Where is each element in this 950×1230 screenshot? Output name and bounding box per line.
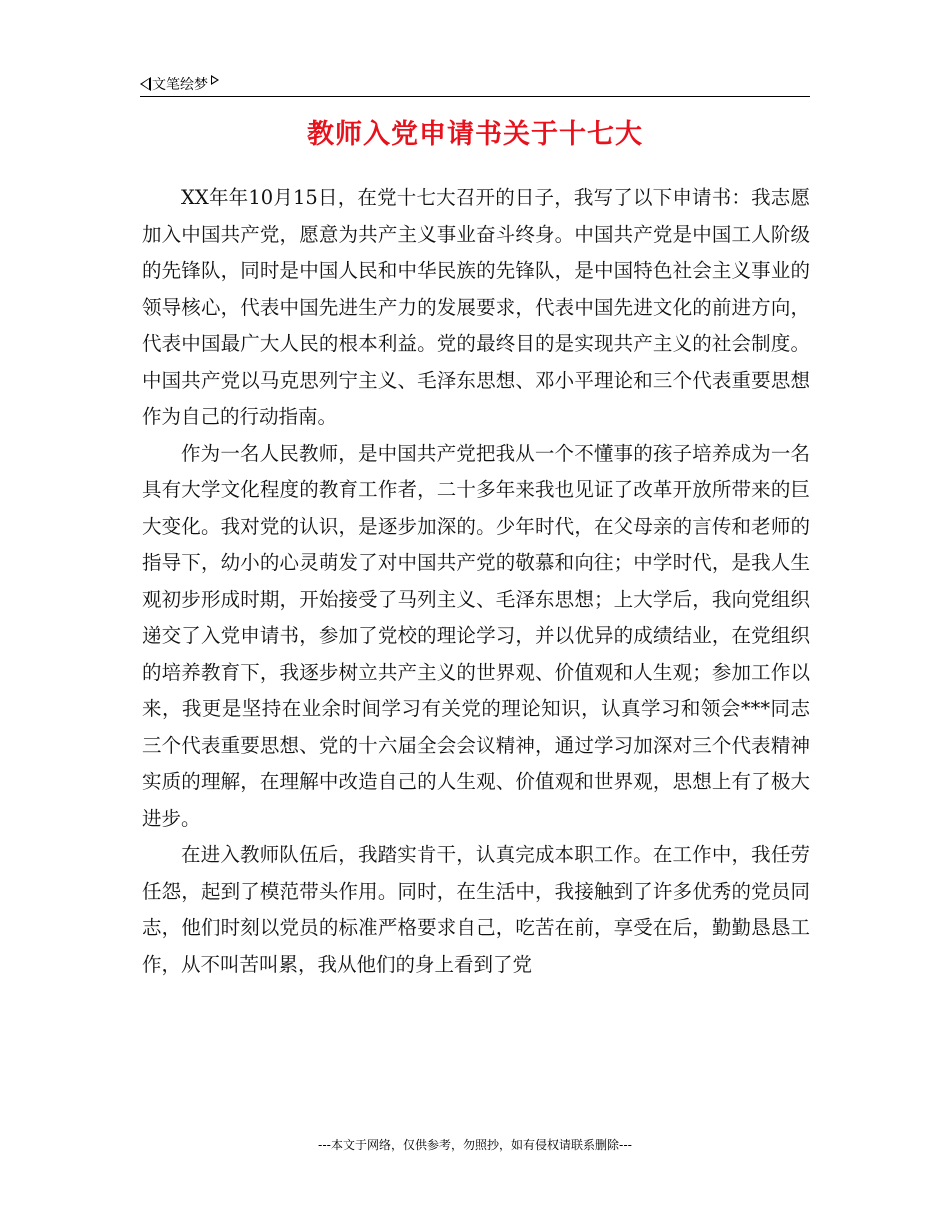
header-brand-text: 文笔绘梦 bbox=[152, 77, 208, 93]
paragraph-1: XX年年10月15日，在党十七大召开的日子，我写了以下申请书：我志愿加入中国共产党，愿意为共产主义事业奋斗终身。中国共产党是中国工人阶级的先锋队，同时是中国人民和中华民族的先锋队，是中国特色社会主义事业的领导核心，代表中国先进生产力的发展要求，代表中国先进文化的前进方向，代表中国最广大人民的根本利益。党的最终目的是实现共产主义的社会制度。中国共产党以马克思列宁主义、毛泽东思想、邓小平理论和三个代表重要思想作为自己的行动指南。 bbox=[142, 186, 810, 428]
paragraph-3: 在进入教师队伍后，我踏实肯干，认真完成本职工作。在工作中，我任劳任怨，起到了模范带头作用。同时，在生活中，我接触到了许多优秀的党员同志，他们时刻以党员的标准严格要求自己，吃苦在前，享受在后，勤勤恳恳工作，从不叫苦叫累，我从他们的身上看到了党 bbox=[142, 843, 810, 976]
document-title: 教师入党申请书关于十七大 bbox=[307, 119, 643, 150]
page-footer-disclaimer: ---本文于网络，仅供参考，勿照抄，如有侵权请联系删除--- bbox=[318, 1138, 632, 1152]
paragraph-2: 作为一名人民教师，是中国共产党把我从一个不懂事的孩子培养成为一名具有大学文化程度的教育工作者，二十多年来我也见证了改革开放所带来的巨大变化。我对党的认识，是逐步加深的。少年时代，在父母亲的言传和老师的指导下，幼小的心灵萌发了对中国共产党的敬慕和向往；中学时代，是我人生观初步形成时期，开始接受了马列主义、毛泽东思想；上大学后，我向党组织递交了入党申请书，参加了党校的理论学习，并以优异的成绩结业，在党组织的培养教育下，我逐步树立共产主义的世界观、价值观和人生观；参加工作以来，我更是坚持在业余时间学习有关党的理论知识，认真学习和领会***同志三个代表重要思想、党的十六届全会会议精神，通过学习加深对三个代表精神实质的理解，在理解中改造自己的人生观、价值观和世界观，思想上有了极大进步。 bbox=[142, 441, 810, 830]
triangle-right-icon bbox=[211, 75, 219, 85]
triangle-left-icon bbox=[140, 77, 151, 91]
page-header bbox=[140, 72, 810, 97]
document-body bbox=[142, 180, 810, 983]
header-brand bbox=[140, 74, 219, 94]
